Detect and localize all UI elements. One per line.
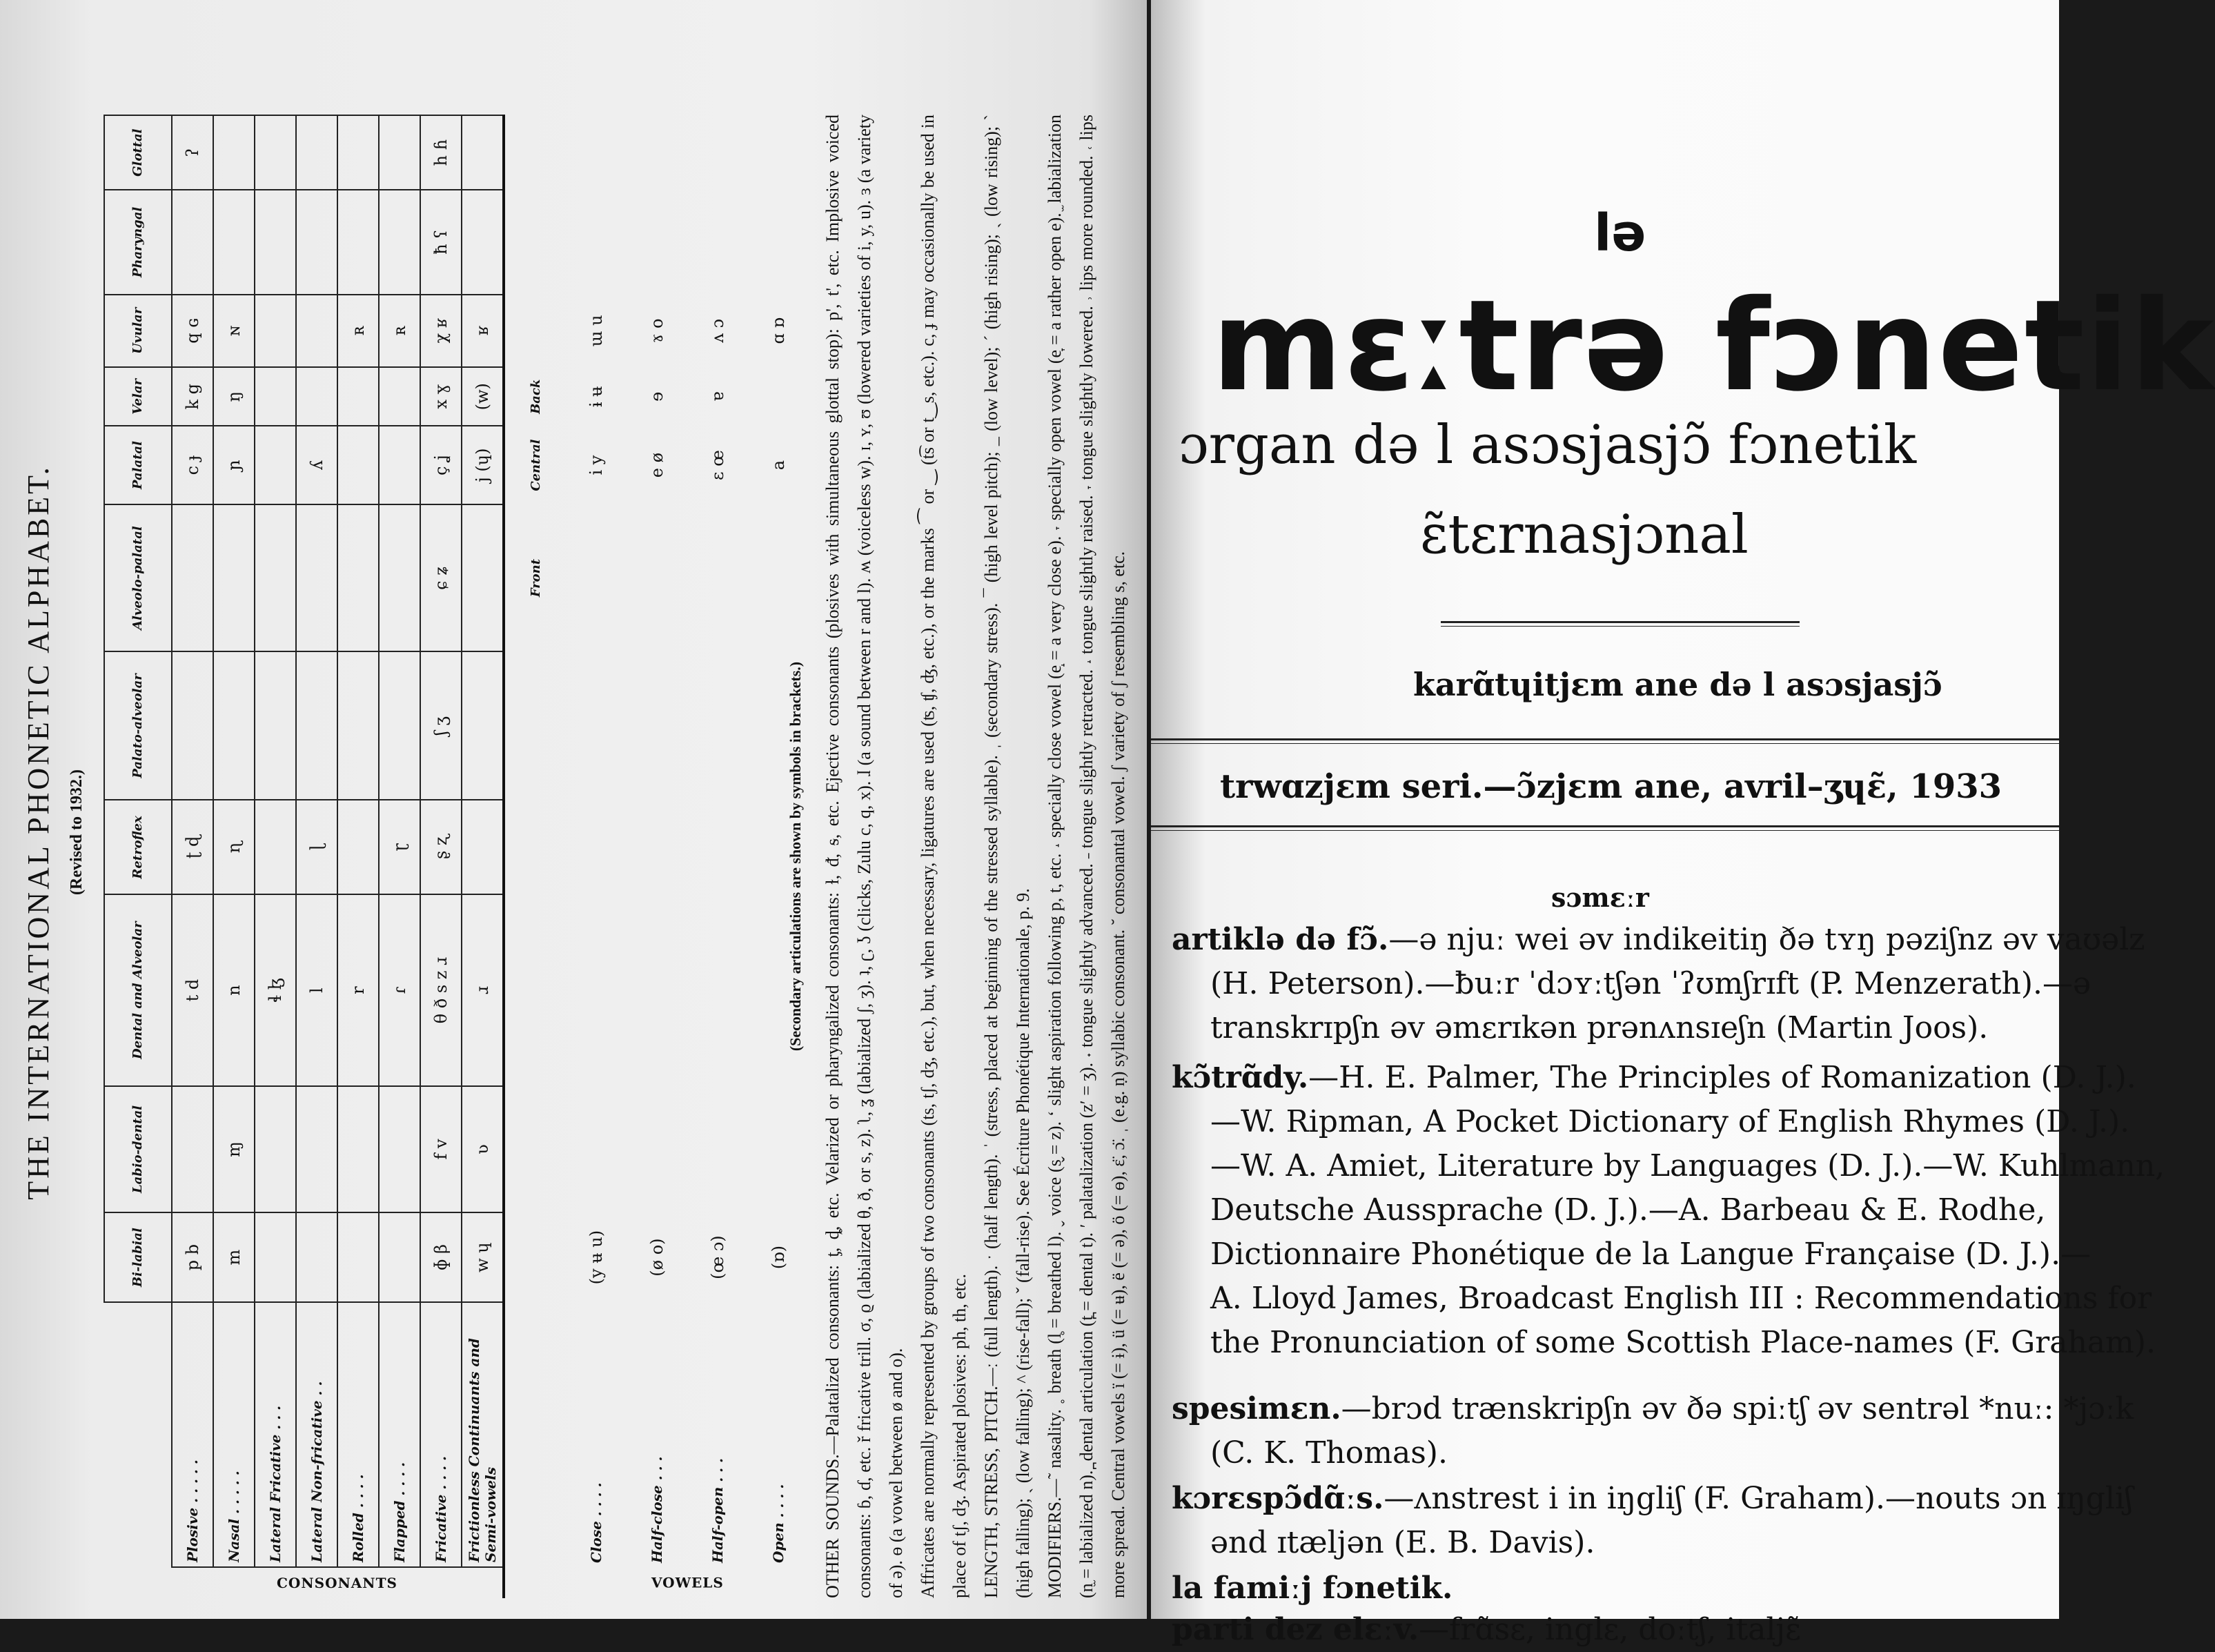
spacer-cell xyxy=(504,894,566,1085)
ipa-cell xyxy=(462,800,504,894)
front-vowels: i y xyxy=(587,455,606,475)
ipa-cell: q ɢ xyxy=(172,295,213,368)
rounded-vowels: (y ʉ u) xyxy=(587,1230,606,1285)
notes-caption: (Secondary articulations are shown by symbols in brackets.) xyxy=(787,661,804,1052)
column-header: Palatal xyxy=(104,426,172,504)
ipa-cell xyxy=(337,504,379,652)
ipa-cell xyxy=(379,1212,420,1302)
ipa-cell: ɽ xyxy=(379,800,420,894)
ipa-cell xyxy=(296,504,337,652)
ipa-cell xyxy=(337,652,379,800)
spacer-cell xyxy=(504,1302,566,1567)
ipa-cell xyxy=(172,190,213,294)
ipa-cell xyxy=(379,426,420,504)
back-vowels: ɤ o xyxy=(647,318,667,344)
front-vowels: e ø xyxy=(647,452,667,478)
journal-title: mɛːtrə fɔnetik xyxy=(1212,273,2215,419)
entry-line: (H. Peterson).—ƀuːr ˈdɔʏːtʃən ˈʔʊmʃrɪft (P. Menzerath).—ə xyxy=(1210,966,2091,1001)
spacer-cell xyxy=(504,1086,566,1212)
ipa-cell xyxy=(296,295,337,368)
vowel-row xyxy=(566,115,627,1598)
ipa-cell: (w) xyxy=(462,367,504,426)
ipa-cell: ɾ xyxy=(379,894,420,1085)
column-header: Bi-labial xyxy=(104,1212,172,1302)
ipa-cell: c ɟ xyxy=(172,426,213,504)
central-vowels: ɨ ʉ xyxy=(587,386,606,408)
rounded-vowels: (œ ɔ) xyxy=(708,1235,727,1279)
corner-cell xyxy=(104,1567,172,1598)
consonant-row xyxy=(462,115,504,1598)
notes-paragraph: OTHER SOUNDS.—Palatalized consonants: ƫ, ȡ, etc. Velarized or pharyngalized consonants: ɫ, ᵭ, ᵴ, etc. Ejective consonants (plosives with simultaneous glottal stop): p', t', etc. Implosive voiced consonants: ɓ, ɗ, etc. ř fricative trill. σ, ϱ (labialized θ, ð, or s, z). ʅ, ʓ (labialized ʃ, ʒ). ʇ, ʗ, ʖ (clicks, Zulu c, q, x). ɺ (a sound between r and l). ʍ (voiceless w). ɪ, ʏ, ʊ (lowered varieties of i, y, u). ɜ (a variety of ə). ɵ (a vowel between ø and o). xyxy=(823,115,906,1598)
ipa-cell: ɱ xyxy=(213,1086,255,1212)
row-label: Half-open . . . xyxy=(709,1457,726,1563)
column-header: Retroflex xyxy=(104,800,172,894)
vowel-row xyxy=(687,115,748,1598)
consonant-row xyxy=(213,115,255,1598)
ipa-cell xyxy=(172,652,213,800)
ipa-cell: ʀ xyxy=(379,295,420,368)
column-header: Pharyngal xyxy=(104,190,172,294)
ipa-chart-rotated xyxy=(0,46,1128,1619)
entry-line: —W. A. Amiet, Literature by Languages (D. J.).—W. Kuhlmann, xyxy=(1210,1148,2165,1183)
ipa-cell: h ɦ xyxy=(420,115,462,190)
ipa-cell xyxy=(213,115,255,190)
ipa-cell xyxy=(255,1086,296,1212)
ipa-cell: ʈ ɖ xyxy=(172,800,213,894)
entry-line: ənd ɪtæljən (E. B. Davis). xyxy=(1210,1525,1595,1560)
ipa-table xyxy=(104,115,809,1598)
row-label: Open . . . . xyxy=(770,1484,787,1563)
ipa-cell xyxy=(462,652,504,800)
ipa-cell: ɲ xyxy=(213,426,255,504)
ipa-cell: f v xyxy=(420,1086,462,1212)
row-label: Lateral Fricative . . . xyxy=(255,1302,296,1567)
column-header: Dental and Alveolar xyxy=(104,894,172,1085)
consonant-rows xyxy=(172,115,504,1598)
ipa-cell xyxy=(337,190,379,294)
contents-heading: sɔmɛːr xyxy=(1551,882,1649,913)
ipa-cell xyxy=(255,800,296,894)
ipa-chart xyxy=(104,115,809,1598)
journal-subtitle-2: ɛ̃tɛrnasjɔnal xyxy=(1420,504,1749,566)
consonant-row xyxy=(255,115,296,1598)
ipa-cell xyxy=(296,1212,337,1302)
spacer-cell xyxy=(627,800,687,894)
consonant-row xyxy=(296,115,337,1598)
ipa-cell xyxy=(379,115,420,190)
entry-heading: artiklə də fɔ̃. xyxy=(1172,922,1389,957)
ipa-cell xyxy=(379,367,420,426)
ipa-cell: ʎ xyxy=(296,426,337,504)
central-vowels: ɘ xyxy=(647,391,667,402)
back-label: Back xyxy=(528,379,543,414)
ipa-cell: x ɣ xyxy=(420,367,462,426)
ipa-cell xyxy=(255,367,296,426)
ipa-cell: ʋ xyxy=(462,1086,504,1212)
back-vowels: ɑ ɒ xyxy=(769,317,788,344)
ipa-cell: ɹ xyxy=(462,894,504,1085)
spacer-cell xyxy=(627,1086,687,1212)
column-header: Glottal xyxy=(104,115,172,190)
ipa-subtitle: (Revised to 1932.) xyxy=(68,769,86,895)
ipa-cell xyxy=(337,426,379,504)
spacer-cell xyxy=(566,504,627,652)
journal-article: lə xyxy=(1594,204,1646,263)
ipa-cell xyxy=(172,1086,213,1212)
entry-heading: la famiːj fɔnetik. xyxy=(1172,1571,1453,1606)
row-label: Close . . . . xyxy=(588,1482,604,1563)
consonant-row xyxy=(172,115,213,1598)
entry-line: —W. Ripman, A Pocket Dictionary of English Rhymes (D. J.). xyxy=(1210,1104,2130,1139)
spacer-cell xyxy=(687,894,748,1085)
spacer-cell xyxy=(504,800,566,894)
contents-entry xyxy=(1172,1056,2165,1365)
front-vowels: a xyxy=(769,460,788,471)
ipa-cell xyxy=(296,1086,337,1212)
spacer-cell xyxy=(566,1086,627,1212)
series-line: trwɑzjɛm seri.—ɔ̃zjɛm ane, avril–ʒɥɛ̃, 1933 xyxy=(1220,767,2002,806)
front-vowels: ɛ œ xyxy=(708,450,727,480)
column-header: Alveolo-palatal xyxy=(104,504,172,652)
entry-line: Dictionnaire Phonétique de la Langue Française (D. J.).— xyxy=(1210,1237,2091,1272)
vowels-group-label: VOWELS xyxy=(651,1574,724,1591)
ipa-cell: w ɥ xyxy=(462,1212,504,1302)
ipa-cell xyxy=(379,504,420,652)
ipa-cell: ɳ xyxy=(213,800,255,894)
divider xyxy=(1151,825,2059,831)
notes-paragraph: MODIFIERS.—˜ nasality. ˳ breath (l̥ = breathed l). ˬ voice (s̬ = z). ʻ slight aspiration following p, t, etc. ˔ specially close vowel (e̝ = a very close e). ˕ specially open vowel (e̞ = a rather open e). ̫ labialization (n̫ = labialized n). ̪ dental articulation (t̪ = dental t). ʹ palatalization (zʹ = ʒ). ˖ tongue slightly advanced. ˗ tongue slightly retracted. ˔ tongue slightly raised. ˕ tongue slightly lowered. ˒ lips more rounded. ˓ lips more spread. Central vowels ï (= ɨ), ü (= ʉ), ë (= ə), ö (= ɵ), ɛ̈, ɔ̈. ˌ (e.g. ṇ) syllabic consonant. ˘ consonantal vowel. ʃ variety of ʃ resembling s, etc. xyxy=(1045,115,1128,1598)
ipa-cell xyxy=(255,115,296,190)
ipa-cell xyxy=(462,190,504,294)
spacer-cell xyxy=(504,652,566,800)
spacer-cell xyxy=(687,1086,748,1212)
rounded-vowels: (ø o) xyxy=(647,1238,667,1277)
column-header: Uvular xyxy=(104,295,172,368)
ipa-cell xyxy=(379,190,420,294)
contents-entry xyxy=(1172,918,2145,1050)
founding-line: karɑ̃tɥitjɛm ane də l asɔsjasjɔ̃ xyxy=(1413,666,1942,703)
ipa-cell: k g xyxy=(172,367,213,426)
notes-paragraph: Affricates are normally represented by groups of two consonants (ts, tʃ, dʒ, etc.), but, when necessary, ligatures are used (ʦ, ʧ, ʤ, etc.), or the marks ⁀ or ‿ (t͡s or t‿s, etc.). c, ɟ may occasionally be used in place of tʃ, dʒ. Aspirated plosives: ph, th, etc. xyxy=(918,115,969,1598)
entry-line: —H. E. Palmer, The Principles of Romanization (D. J.). xyxy=(1308,1060,2136,1095)
ipa-cell xyxy=(296,115,337,190)
ipa-cell xyxy=(172,504,213,652)
ipa-cell: χ ʁ xyxy=(420,295,462,368)
ipa-cell xyxy=(462,115,504,190)
entry-line: —frɑ̃sɛ, inglɛ, doːtʃ, italjɛ̃ xyxy=(1419,1612,1801,1647)
ipa-cell: ʃ ʒ xyxy=(420,652,462,800)
ipa-cell xyxy=(255,652,296,800)
consonant-row xyxy=(420,115,462,1598)
ipa-notes xyxy=(780,115,1134,1598)
consonant-row xyxy=(337,115,379,1598)
ipa-cell xyxy=(255,295,296,368)
ipa-cell xyxy=(337,800,379,894)
ipa-cell xyxy=(462,504,504,652)
front-label: Front xyxy=(528,558,543,598)
contents-entry xyxy=(1172,1477,2138,1565)
divider xyxy=(1151,738,2059,744)
consonant-row xyxy=(379,115,420,1598)
spacer-cell xyxy=(504,1567,566,1598)
ipa-cell: ɬ ɮ xyxy=(255,894,296,1085)
ipa-cell xyxy=(255,504,296,652)
ipa-title: THE INTERNATIONAL PHONETIC ALPHABET. xyxy=(21,464,55,1200)
row-label: Half-close . . . xyxy=(649,1456,665,1563)
ipa-cell: m xyxy=(213,1212,255,1302)
rounded-vowels: (ɒ) xyxy=(769,1246,788,1270)
entry-heading: kɔrɛspɔ̃dɑ̃ːs. xyxy=(1172,1481,1384,1516)
vowel-rows xyxy=(504,115,809,1598)
entry-line: A. Lloyd James, Broadcast English III : Recommendations for xyxy=(1210,1281,2152,1316)
contents-entry xyxy=(1172,1387,2138,1475)
ipa-cell: r xyxy=(337,894,379,1085)
notes-paragraph: LENGTH, STRESS, PITCH.—ː (full length). ˑ (half length). ˈ (stress, placed at beginning of the stressed syllable). ˌ (secondary stress). ¯ (high level pitch); _ (low level); ´ (high rising); ˏ (low rising); ` (high falling); ˎ (low falling); ^ (rise-fall); ˇ (fall-rise). See Écriture Phonétique Internationale, p. 9. xyxy=(981,115,1033,1598)
row-label: Fricative . . . . xyxy=(420,1302,462,1567)
ipa-cell xyxy=(213,190,255,294)
corner-cell xyxy=(104,1302,172,1567)
central-label: Central xyxy=(528,439,543,491)
ipa-cell xyxy=(337,1086,379,1212)
ipa-cell xyxy=(213,652,255,800)
spacer-cell xyxy=(566,894,627,1085)
contents-entry xyxy=(1172,1608,2138,1652)
row-label: Flapped . . . . xyxy=(379,1302,420,1567)
ipa-cell xyxy=(337,1212,379,1302)
journal-subtitle: ɔrgan də l asɔsjasjɔ̃ fɔnetik xyxy=(1179,414,1917,476)
spacer-cell xyxy=(627,652,687,800)
ipa-cell xyxy=(379,652,420,800)
ipa-cell: ɭ xyxy=(296,800,337,894)
spacer-cell xyxy=(566,652,627,800)
ipa-cell: p b xyxy=(172,1212,213,1302)
entry-line: —ə njuː wei əv indikeitiŋ ðə tʏŋ pəziʃnz əv vaʊəlz xyxy=(1388,922,2145,957)
column-header: Labio-dental xyxy=(104,1086,172,1212)
vowel-header-row xyxy=(504,115,566,1598)
ipa-cell xyxy=(255,190,296,294)
entry-line: the Pronunciation of some Scottish Place-names (F. Graham). xyxy=(1210,1325,2156,1360)
ipa-cell: ʔ xyxy=(172,115,213,190)
column-header: Palato-alveolar xyxy=(104,652,172,800)
ipa-cell: ħ ʕ xyxy=(420,190,462,294)
ipa-cell xyxy=(337,367,379,426)
spacer-cell xyxy=(566,800,627,894)
back-vowels: ɯ u xyxy=(587,315,606,347)
spacer-cell xyxy=(627,894,687,1085)
ipa-cell xyxy=(213,504,255,652)
ipa-cell: ç ʝ xyxy=(420,426,462,504)
ipa-cell: ʂ ʐ xyxy=(420,800,462,894)
ipa-cell: n xyxy=(213,894,255,1085)
entry-line: Deutsche Aussprache (D. J.).—A. Barbeau & E. Rodhe, xyxy=(1210,1192,2046,1228)
row-label: Lateral Non-fricative . . xyxy=(296,1302,337,1567)
row-label: Plosive . . . . . xyxy=(172,1302,213,1567)
ipa-cell: ʁ xyxy=(462,295,504,368)
ipa-cell xyxy=(255,1212,296,1302)
ipa-cell xyxy=(379,1086,420,1212)
ipa-cell xyxy=(296,367,337,426)
row-label: Rolled . . . . xyxy=(337,1302,379,1567)
ipa-cell: ɴ xyxy=(213,295,255,368)
ipa-cell: l xyxy=(296,894,337,1085)
entry-line: —ʌnstrest i in iŋgliʃ (F. Graham).—nouts ɔn ɪŋgliʃ xyxy=(1384,1481,2134,1516)
central-vowels: ɐ xyxy=(708,391,727,402)
spacer-cell xyxy=(687,504,748,652)
ipa-cell: ʀ xyxy=(337,295,379,368)
entry-heading: parti dez elɛːv. xyxy=(1172,1612,1419,1647)
consonants-group-label: CONSONANTS xyxy=(277,1575,397,1591)
ipa-cell xyxy=(296,190,337,294)
row-label: Frictionless Continuants and Semi-vowels xyxy=(462,1302,504,1567)
ipa-cell xyxy=(255,426,296,504)
contents-entry xyxy=(1172,1566,2138,1611)
ipa-cell xyxy=(337,115,379,190)
entry-heading: kɔ̃trɑ̃dy. xyxy=(1172,1060,1309,1095)
row-label: Nasal . . . . . xyxy=(213,1302,255,1567)
entry-heading: spesimɛn. xyxy=(1172,1391,1341,1426)
back-vowels: ʌ ɔ xyxy=(708,318,727,343)
spacer-cell xyxy=(504,1212,566,1302)
vowel-row xyxy=(627,115,687,1598)
ipa-cell: t d xyxy=(172,894,213,1085)
ipa-header-row xyxy=(104,115,172,1598)
divider xyxy=(1441,621,1800,627)
entry-line: transkrɪpʃn əv əmɛrɪkən prənʌnsɪeʃn (Martin Joos). xyxy=(1210,1010,1989,1045)
right-page xyxy=(1151,0,2215,1647)
column-header: Velar xyxy=(104,367,172,426)
entry-line: (C. K. Thomas). xyxy=(1210,1435,1448,1471)
ipa-cell: ɕ ʑ xyxy=(420,504,462,652)
ipa-cell: ɸ β xyxy=(420,1212,462,1302)
spacer-cell xyxy=(687,652,748,800)
ipa-cell: j (ɥ) xyxy=(462,426,504,504)
spacer-cell xyxy=(687,800,748,894)
ipa-cell xyxy=(296,652,337,800)
ipa-cell: θ ð s z ɹ xyxy=(420,894,462,1085)
ipa-cell: ŋ xyxy=(213,367,255,426)
spacer-cell xyxy=(627,504,687,652)
entry-line: —brɔd trænskripʃn əv ðə spiːtʃ əv sentrəl *nuː: *jɔːk xyxy=(1341,1391,2134,1426)
